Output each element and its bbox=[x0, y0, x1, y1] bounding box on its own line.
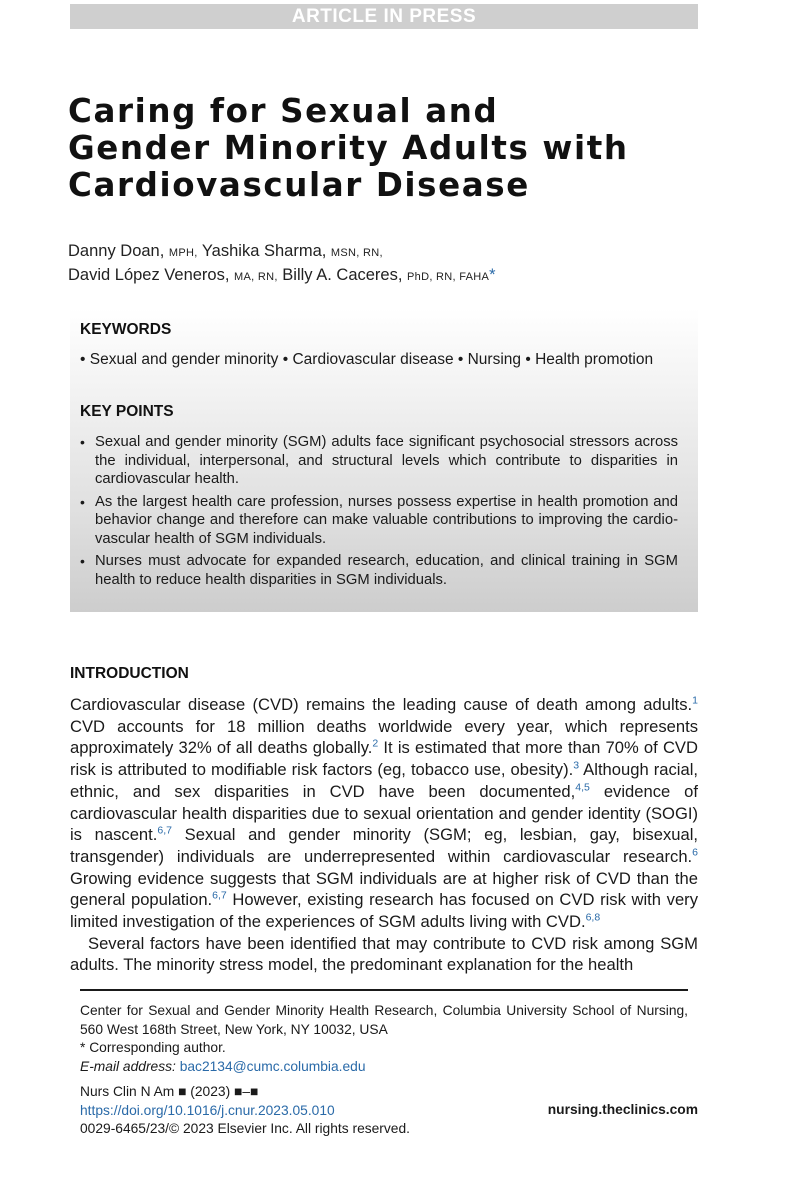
introduction-heading: INTRODUCTION bbox=[70, 665, 189, 682]
footnote-rule bbox=[80, 989, 688, 991]
citation-ref[interactable]: 4,5 bbox=[575, 781, 590, 794]
author-name: David López Veneros, bbox=[68, 266, 230, 284]
title-line: Cardiovascular Disease bbox=[68, 166, 530, 204]
paragraph-text: Sexual and gender minority (SGM; eg, lesbian, gay, bisexual, transgender) individuals are underrepresented within cardiovascular research. bbox=[70, 825, 698, 866]
keywords-heading: KEYWORDS bbox=[80, 321, 172, 338]
citation-ref[interactable]: 6,8 bbox=[585, 911, 601, 924]
paragraph-text: evidence of cardiovascular health disparities due to sexual orientation and gender identity (SOGI) is nascent. bbox=[70, 781, 698, 845]
key-point-item: • Nurses must advocate for expanded research, education, and clinical training in SGM health to reduce health disparities in SGM individuals. bbox=[80, 552, 678, 589]
journal-citation: Nurs Clin N Am ■ (2023) ■–■ bbox=[80, 1084, 259, 1099]
key-point-item: • As the largest health care profession, nurses possess expertise in health promotion and behavior change and therefore can make valuable contributions to improving the cardiovascular health of SGM individuals. bbox=[80, 493, 678, 549]
article-title bbox=[68, 93, 708, 204]
author-credentials: MA, RN, bbox=[234, 271, 278, 283]
journal-site[interactable]: nursing.theclinics.com bbox=[547, 1102, 698, 1117]
corresponding-author-note: * Corresponding author. bbox=[80, 1040, 226, 1055]
paragraph-text: CVD accounts for 18 million deaths worldwide every year, which represents approximately 32% of all deaths globally. bbox=[70, 716, 698, 758]
author-list bbox=[68, 240, 708, 288]
corresponding-author-marker[interactable]: * bbox=[489, 266, 496, 284]
citation-ref[interactable]: 6,7 bbox=[212, 889, 227, 902]
paragraph-text: It is estimated that more than 70% of CVD risk is attributed to modifiable risk factors (eg, tobacco use, obesity). bbox=[70, 738, 698, 780]
introduction-paragraph: Several factors have been identified that may contribute to CVD risk among SGM adults. The minority stress model, the predominant explanation for the health bbox=[70, 933, 698, 975]
paragraph-text: Although racial, ethnic, and sex disparities in CVD have been documented, bbox=[70, 760, 698, 801]
title-line: Caring for Sexual and bbox=[68, 92, 499, 130]
doi-link[interactable]: https://doi.org/10.1016/j.cnur.2023.05.010 bbox=[80, 1102, 335, 1118]
key-points-list bbox=[80, 433, 678, 593]
article-in-press-banner: ARTICLE IN PRESS bbox=[70, 4, 698, 29]
affiliation-text: Center for Sexual and Gender Minority Health Research, Columbia University School of Nursing, 560 West 168th Street, New York, NY 10032, USA bbox=[80, 1003, 688, 1037]
citation-ref[interactable]: 2 bbox=[372, 737, 379, 750]
author-credentials: PhD, RN, FAHA bbox=[407, 271, 490, 283]
paragraph-text: Growing evidence suggests that SGM individuals are at higher risk of CVD than the general population. bbox=[70, 868, 698, 910]
author-name: Billy A. Caceres, bbox=[282, 266, 403, 284]
author-credentials: MPH, bbox=[168, 247, 198, 259]
citation-ref[interactable]: 6 bbox=[692, 846, 698, 859]
key-points-heading: KEY POINTS bbox=[80, 403, 174, 420]
email-link[interactable]: bac2134@cumc.columbia.edu bbox=[179, 1058, 366, 1074]
title-line: Gender Minority Adults with bbox=[68, 129, 629, 167]
citation-ref[interactable]: 3 bbox=[573, 759, 580, 772]
author-name: Yashika Sharma, bbox=[201, 242, 327, 260]
key-point-item: • Sexual and gender minority (SGM) adults face significant psychosocial stressors across the individual, interpersonal, and structural levels which contribute to disparities in cardiovascular health. bbox=[80, 433, 678, 489]
citation-ref[interactable]: 6,7 bbox=[157, 824, 172, 837]
email-line bbox=[80, 1058, 688, 1077]
introduction-body bbox=[70, 694, 698, 976]
journal-info bbox=[80, 1083, 440, 1139]
author-name: Danny Doan, bbox=[68, 242, 165, 260]
citation-ref[interactable]: 1 bbox=[692, 694, 698, 707]
email-label: E-mail address: bbox=[80, 1058, 176, 1074]
author-credentials: MSN, RN, bbox=[330, 247, 383, 259]
keywords-list: • Sexual and gender minority • Cardiovascular disease • Nursing • Health promotion bbox=[80, 351, 654, 368]
paragraph-text: However, existing research has focused on CVD risk with very limited investigation of the experiences of SGM adults living with CVD. bbox=[70, 890, 698, 932]
affiliation-block bbox=[80, 1002, 688, 1076]
paragraph-text: Cardiovascular disease (CVD) remains the leading cause of death among adults. bbox=[70, 695, 693, 714]
introduction-paragraph bbox=[70, 694, 698, 933]
copyright: 0029-6465/23/© 2023 Elsevier Inc. All rights reserved. bbox=[80, 1121, 410, 1136]
